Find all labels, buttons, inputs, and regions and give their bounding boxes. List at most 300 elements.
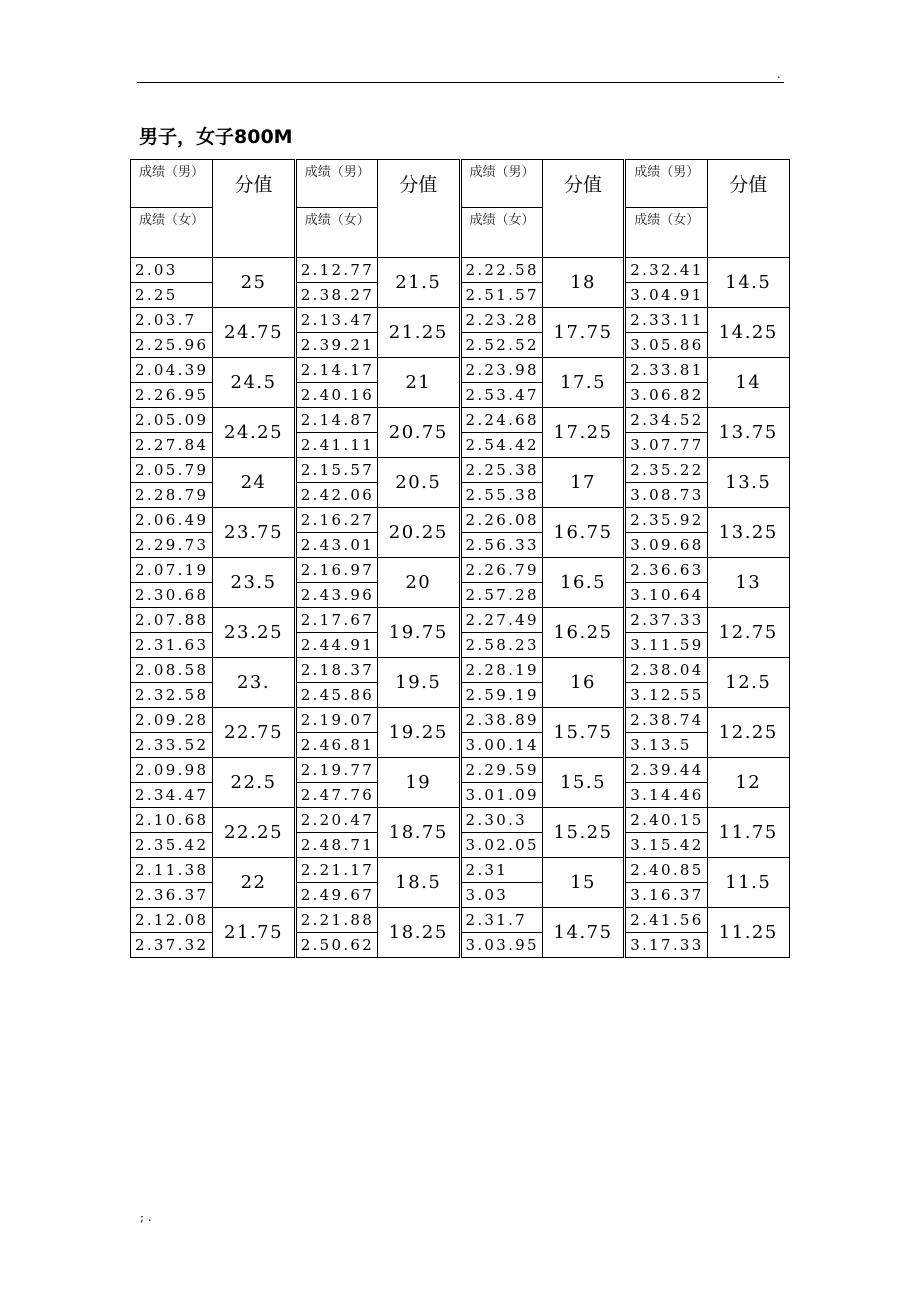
men-time: 2.10.68 bbox=[131, 808, 212, 833]
men-time: 2.08.58 bbox=[131, 658, 212, 683]
women-time: 2.32.58 bbox=[135, 686, 209, 704]
table-header-row bbox=[131, 160, 790, 258]
performance-cell bbox=[625, 308, 707, 358]
performance-cell bbox=[295, 508, 377, 558]
women-time: 2.57.28 bbox=[465, 586, 539, 604]
header-rule bbox=[137, 82, 784, 83]
performance-cell bbox=[131, 458, 213, 508]
women-time: 2.29.73 bbox=[135, 536, 209, 554]
performance-cell bbox=[295, 408, 377, 458]
score-value: 12.5 bbox=[725, 672, 772, 693]
score-value: 15.75 bbox=[553, 722, 613, 743]
men-time: 2.07.19 bbox=[131, 558, 212, 583]
score-cell bbox=[378, 758, 460, 808]
women-time: 2.55.38 bbox=[465, 486, 539, 504]
table-row bbox=[131, 658, 790, 708]
score-value: 17.25 bbox=[553, 422, 613, 443]
score-value: 21.5 bbox=[395, 272, 442, 293]
women-time: 3.12.55 bbox=[630, 686, 704, 704]
women-time: 2.28.79 bbox=[135, 486, 209, 504]
score-cell bbox=[707, 458, 789, 508]
header-score-label: 分值 bbox=[399, 174, 438, 196]
score-cell bbox=[213, 858, 295, 908]
women-time: 2.46.81 bbox=[300, 736, 375, 754]
men-time: 2.18.37 bbox=[297, 658, 377, 683]
performance-cell bbox=[295, 808, 377, 858]
performance-cell bbox=[131, 708, 213, 758]
performance-cell bbox=[131, 808, 213, 858]
performance-cell bbox=[295, 658, 377, 708]
women-time: 2.39.21 bbox=[300, 336, 375, 354]
men-time: 2.03.7 bbox=[131, 308, 212, 333]
men-time: 2.36.63 bbox=[626, 558, 706, 583]
women-time: 3.13.5 bbox=[630, 736, 692, 754]
score-value: 22 bbox=[240, 872, 267, 893]
score-value: 13.25 bbox=[718, 522, 778, 543]
score-cell bbox=[378, 658, 460, 708]
score-value: 15 bbox=[570, 872, 597, 893]
performance-cell bbox=[131, 858, 213, 908]
score-cell bbox=[707, 808, 789, 858]
header-score-cell bbox=[542, 160, 624, 258]
women-time: 2.50.62 bbox=[300, 936, 375, 954]
score-cell bbox=[213, 558, 295, 608]
header-performance-cell bbox=[625, 160, 707, 258]
score-value: 19.5 bbox=[395, 672, 442, 693]
performance-cell bbox=[460, 308, 542, 358]
score-cell bbox=[213, 458, 295, 508]
header-dot: . bbox=[777, 68, 781, 81]
score-value: 13.75 bbox=[718, 422, 778, 443]
score-cell bbox=[378, 858, 460, 908]
women-time: 3.11.59 bbox=[630, 636, 704, 654]
score-value: 15.25 bbox=[553, 822, 613, 843]
performance-cell bbox=[131, 358, 213, 408]
men-time: 2.19.07 bbox=[297, 708, 377, 733]
performance-cell bbox=[625, 808, 707, 858]
score-cell bbox=[542, 658, 624, 708]
score-value: 23.25 bbox=[224, 622, 284, 643]
score-value: 17 bbox=[570, 472, 597, 493]
performance-cell bbox=[295, 558, 377, 608]
men-time: 2.13.47 bbox=[297, 308, 377, 333]
men-time: 2.05.09 bbox=[131, 408, 212, 433]
score-value: 12 bbox=[735, 772, 762, 793]
men-time: 2.05.79 bbox=[131, 458, 212, 483]
score-cell bbox=[378, 408, 460, 458]
women-time: 3.08.73 bbox=[630, 486, 704, 504]
header-score-label: 分值 bbox=[234, 174, 273, 196]
score-cell bbox=[542, 458, 624, 508]
performance-cell bbox=[460, 508, 542, 558]
performance-cell bbox=[131, 908, 213, 958]
men-time: 2.12.08 bbox=[131, 908, 212, 933]
table-row bbox=[131, 408, 790, 458]
score-value: 14 bbox=[735, 372, 762, 393]
score-value: 20.75 bbox=[388, 422, 448, 443]
score-value: 19.75 bbox=[388, 622, 448, 643]
men-time: 2.06.49 bbox=[131, 508, 212, 533]
header-men-label: 成绩（男） bbox=[304, 165, 370, 180]
score-cell bbox=[213, 808, 295, 858]
footer-mark: ; . bbox=[140, 1210, 152, 1224]
score-value: 16.25 bbox=[553, 622, 613, 643]
men-time: 2.09.28 bbox=[131, 708, 212, 733]
men-time: 2.26.79 bbox=[462, 558, 542, 583]
score-table bbox=[130, 159, 790, 958]
men-time: 2.12.77 bbox=[297, 258, 377, 283]
score-cell bbox=[542, 358, 624, 408]
men-time: 2.07.88 bbox=[131, 608, 212, 633]
men-time: 2.32.41 bbox=[626, 258, 706, 283]
performance-cell bbox=[295, 708, 377, 758]
performance-cell bbox=[625, 408, 707, 458]
score-cell bbox=[707, 908, 789, 958]
score-cell bbox=[213, 308, 295, 358]
performance-cell bbox=[460, 558, 542, 608]
score-cell bbox=[542, 758, 624, 808]
score-cell bbox=[707, 658, 789, 708]
men-time: 2.41.56 bbox=[626, 908, 706, 933]
men-time: 2.25.38 bbox=[462, 458, 542, 483]
score-value: 12.25 bbox=[718, 722, 778, 743]
men-time: 2.33.81 bbox=[626, 358, 706, 383]
women-time: 2.41.11 bbox=[300, 436, 375, 454]
performance-cell bbox=[131, 308, 213, 358]
score-value: 14.5 bbox=[725, 272, 772, 293]
header-men-label: 成绩（男） bbox=[139, 165, 205, 180]
header-score-cell bbox=[707, 160, 789, 258]
score-value: 21 bbox=[405, 372, 432, 393]
women-time: 3.04.91 bbox=[630, 286, 704, 304]
performance-cell bbox=[460, 808, 542, 858]
score-value: 21.75 bbox=[224, 922, 284, 943]
score-value: 24 bbox=[240, 472, 267, 493]
score-cell bbox=[707, 258, 789, 308]
score-value: 18 bbox=[570, 272, 597, 293]
header-score-label: 分值 bbox=[564, 174, 603, 196]
score-cell bbox=[378, 358, 460, 408]
table-row bbox=[131, 508, 790, 558]
score-value: 17.75 bbox=[553, 322, 613, 343]
score-cell bbox=[378, 308, 460, 358]
header-men-label: 成绩（男） bbox=[634, 165, 700, 180]
table-row bbox=[131, 858, 790, 908]
score-cell bbox=[542, 308, 624, 358]
men-time: 2.03 bbox=[131, 258, 212, 283]
score-cell bbox=[378, 708, 460, 758]
women-time: 3.09.68 bbox=[630, 536, 704, 554]
score-cell bbox=[542, 508, 624, 558]
table-row bbox=[131, 608, 790, 658]
score-cell bbox=[707, 758, 789, 808]
score-cell bbox=[707, 408, 789, 458]
score-cell bbox=[378, 808, 460, 858]
score-value: 14.25 bbox=[718, 322, 778, 343]
score-value: 17.5 bbox=[560, 372, 607, 393]
women-time: 2.51.57 bbox=[465, 286, 539, 304]
score-cell bbox=[213, 908, 295, 958]
header-score-cell bbox=[378, 160, 460, 258]
performance-cell bbox=[295, 908, 377, 958]
header-performance-cell bbox=[131, 160, 213, 258]
women-time: 2.33.52 bbox=[135, 736, 209, 754]
women-time: 3.02.05 bbox=[465, 836, 539, 854]
score-value: 19 bbox=[405, 772, 432, 793]
score-cell bbox=[707, 708, 789, 758]
men-time: 2.14.87 bbox=[297, 408, 377, 433]
men-time: 2.31.7 bbox=[462, 908, 542, 933]
men-time: 2.30.3 bbox=[462, 808, 542, 833]
score-value: 18.25 bbox=[388, 922, 448, 943]
women-time: 3.15.42 bbox=[630, 836, 704, 854]
score-value: 11.75 bbox=[718, 822, 778, 843]
table-row bbox=[131, 558, 790, 608]
score-cell bbox=[378, 558, 460, 608]
table-row bbox=[131, 308, 790, 358]
score-cell bbox=[542, 708, 624, 758]
score-value: 20.25 bbox=[388, 522, 448, 543]
women-time: 2.42.06 bbox=[300, 486, 375, 504]
performance-cell bbox=[295, 758, 377, 808]
women-time: 2.35.42 bbox=[135, 836, 209, 854]
score-value: 16.75 bbox=[553, 522, 613, 543]
performance-cell bbox=[131, 558, 213, 608]
score-table-body bbox=[131, 160, 790, 958]
score-cell bbox=[213, 258, 295, 308]
table-row bbox=[131, 758, 790, 808]
women-time: 3.00.14 bbox=[465, 736, 539, 754]
score-cell bbox=[378, 908, 460, 958]
women-time: 2.58.23 bbox=[465, 636, 539, 654]
score-cell bbox=[378, 608, 460, 658]
header-women-label: 成绩（女） bbox=[131, 207, 212, 234]
women-time: 3.10.64 bbox=[630, 586, 704, 604]
score-cell bbox=[707, 858, 789, 908]
women-time: 2.49.67 bbox=[300, 886, 375, 904]
performance-cell bbox=[295, 458, 377, 508]
performance-cell bbox=[460, 608, 542, 658]
women-time: 2.52.52 bbox=[465, 336, 539, 354]
performance-cell bbox=[131, 758, 213, 808]
table-row bbox=[131, 908, 790, 958]
score-value: 18.75 bbox=[388, 822, 448, 843]
men-time: 2.14.17 bbox=[297, 358, 377, 383]
score-value: 21.25 bbox=[388, 322, 448, 343]
women-time: 3.14.46 bbox=[630, 786, 704, 804]
performance-cell bbox=[295, 858, 377, 908]
score-value: 12.75 bbox=[718, 622, 778, 643]
header-women-label: 成绩（女） bbox=[626, 207, 706, 234]
performance-cell bbox=[625, 858, 707, 908]
performance-cell bbox=[460, 408, 542, 458]
women-time: 2.38.27 bbox=[300, 286, 375, 304]
men-time: 2.35.92 bbox=[626, 508, 706, 533]
score-value: 16.5 bbox=[560, 572, 607, 593]
score-value: 23.75 bbox=[224, 522, 284, 543]
men-time: 2.24.68 bbox=[462, 408, 542, 433]
women-time: 2.43.96 bbox=[300, 586, 375, 604]
score-value: 18.5 bbox=[395, 872, 442, 893]
score-cell bbox=[213, 708, 295, 758]
women-time: 3.01.09 bbox=[465, 786, 539, 804]
men-time: 2.37.33 bbox=[626, 608, 706, 633]
score-cell bbox=[707, 608, 789, 658]
men-time: 2.16.27 bbox=[297, 508, 377, 533]
score-value: 20.5 bbox=[395, 472, 442, 493]
score-cell bbox=[542, 258, 624, 308]
women-time: 2.53.47 bbox=[465, 386, 539, 404]
performance-cell bbox=[131, 658, 213, 708]
performance-cell bbox=[131, 608, 213, 658]
score-cell bbox=[213, 658, 295, 708]
performance-cell bbox=[460, 358, 542, 408]
men-time: 2.38.04 bbox=[626, 658, 706, 683]
score-cell bbox=[213, 758, 295, 808]
score-cell bbox=[542, 808, 624, 858]
men-time: 2.21.17 bbox=[297, 858, 377, 883]
men-time: 2.35.22 bbox=[626, 458, 706, 483]
women-time: 3.07.77 bbox=[630, 436, 704, 454]
performance-cell bbox=[460, 908, 542, 958]
women-time: 2.43.01 bbox=[300, 536, 375, 554]
men-time: 2.04.39 bbox=[131, 358, 212, 383]
men-time: 2.40.15 bbox=[626, 808, 706, 833]
women-time: 2.54.42 bbox=[465, 436, 539, 454]
women-time: 2.25.96 bbox=[135, 336, 209, 354]
table-row bbox=[131, 708, 790, 758]
performance-cell bbox=[295, 258, 377, 308]
score-value: 24.25 bbox=[224, 422, 284, 443]
performance-cell bbox=[625, 358, 707, 408]
men-time: 2.26.08 bbox=[462, 508, 542, 533]
score-value: 25 bbox=[240, 272, 267, 293]
performance-cell bbox=[131, 508, 213, 558]
women-time: 2.27.84 bbox=[135, 436, 209, 454]
women-time: 3.03 bbox=[465, 886, 509, 904]
score-value: 23.5 bbox=[230, 572, 277, 593]
score-cell bbox=[707, 508, 789, 558]
score-value: 13 bbox=[735, 572, 762, 593]
performance-cell bbox=[131, 408, 213, 458]
men-time: 2.16.97 bbox=[297, 558, 377, 583]
score-value: 11.25 bbox=[718, 922, 778, 943]
header-women-label: 成绩（女） bbox=[297, 207, 377, 234]
men-time: 2.09.98 bbox=[131, 758, 212, 783]
score-table-container bbox=[130, 159, 790, 955]
score-cell bbox=[213, 358, 295, 408]
performance-cell bbox=[131, 258, 213, 308]
header-women-label: 成绩（女） bbox=[462, 207, 542, 234]
women-time: 2.37.32 bbox=[135, 936, 209, 954]
women-time: 2.45.86 bbox=[300, 686, 375, 704]
score-value: 14.75 bbox=[553, 922, 613, 943]
men-time: 2.19.77 bbox=[297, 758, 377, 783]
women-time: 3.17.33 bbox=[630, 936, 704, 954]
women-time: 3.16.37 bbox=[630, 886, 704, 904]
men-time: 2.29.59 bbox=[462, 758, 542, 783]
women-time: 2.59.19 bbox=[465, 686, 539, 704]
women-time: 2.34.47 bbox=[135, 786, 209, 804]
score-value: 23. bbox=[236, 672, 271, 693]
women-time: 2.47.76 bbox=[300, 786, 375, 804]
performance-cell bbox=[460, 658, 542, 708]
men-time: 2.38.89 bbox=[462, 708, 542, 733]
women-time: 2.26.95 bbox=[135, 386, 209, 404]
performance-cell bbox=[625, 658, 707, 708]
header-score-label: 分值 bbox=[729, 174, 768, 196]
score-cell bbox=[542, 858, 624, 908]
men-time: 2.39.44 bbox=[626, 758, 706, 783]
women-time: 2.48.71 bbox=[300, 836, 375, 854]
women-time: 3.05.86 bbox=[630, 336, 704, 354]
score-cell bbox=[542, 608, 624, 658]
score-cell bbox=[213, 508, 295, 558]
score-value: 11.5 bbox=[725, 872, 772, 893]
men-time: 2.15.57 bbox=[297, 458, 377, 483]
table-row bbox=[131, 458, 790, 508]
performance-cell bbox=[625, 708, 707, 758]
performance-cell bbox=[295, 308, 377, 358]
performance-cell bbox=[625, 458, 707, 508]
score-value: 15.5 bbox=[560, 772, 607, 793]
score-value: 24.5 bbox=[230, 372, 277, 393]
performance-cell bbox=[625, 258, 707, 308]
score-value: 22.5 bbox=[230, 772, 277, 793]
score-cell bbox=[378, 508, 460, 558]
performance-cell bbox=[295, 358, 377, 408]
score-value: 19.25 bbox=[388, 722, 448, 743]
men-time: 2.11.38 bbox=[131, 858, 212, 883]
score-value: 16 bbox=[570, 672, 597, 693]
score-cell bbox=[213, 408, 295, 458]
score-cell bbox=[378, 458, 460, 508]
men-time: 2.34.52 bbox=[626, 408, 706, 433]
score-cell bbox=[707, 558, 789, 608]
score-cell bbox=[542, 558, 624, 608]
men-time: 2.27.49 bbox=[462, 608, 542, 633]
men-time: 2.23.98 bbox=[462, 358, 542, 383]
men-time: 2.22.58 bbox=[462, 258, 542, 283]
men-time: 2.40.85 bbox=[626, 858, 706, 883]
men-time: 2.38.74 bbox=[626, 708, 706, 733]
performance-cell bbox=[460, 758, 542, 808]
performance-cell bbox=[460, 258, 542, 308]
performance-cell bbox=[625, 758, 707, 808]
women-time: 2.36.37 bbox=[135, 886, 209, 904]
score-cell bbox=[213, 608, 295, 658]
score-value: 13.5 bbox=[725, 472, 772, 493]
score-cell bbox=[707, 358, 789, 408]
men-time: 2.28.19 bbox=[462, 658, 542, 683]
score-value: 20 bbox=[405, 572, 432, 593]
table-row bbox=[131, 358, 790, 408]
women-time: 2.31.63 bbox=[135, 636, 209, 654]
men-time: 2.17.67 bbox=[297, 608, 377, 633]
table-row bbox=[131, 808, 790, 858]
men-time: 2.20.47 bbox=[297, 808, 377, 833]
women-time: 2.30.68 bbox=[135, 586, 209, 604]
performance-cell bbox=[625, 608, 707, 658]
men-time: 2.23.28 bbox=[462, 308, 542, 333]
men-time: 2.31 bbox=[462, 858, 542, 883]
performance-cell bbox=[625, 908, 707, 958]
women-time: 2.44.91 bbox=[300, 636, 375, 654]
performance-cell bbox=[460, 858, 542, 908]
women-time: 2.56.33 bbox=[465, 536, 539, 554]
score-cell bbox=[542, 408, 624, 458]
women-time: 2.40.16 bbox=[300, 386, 375, 404]
